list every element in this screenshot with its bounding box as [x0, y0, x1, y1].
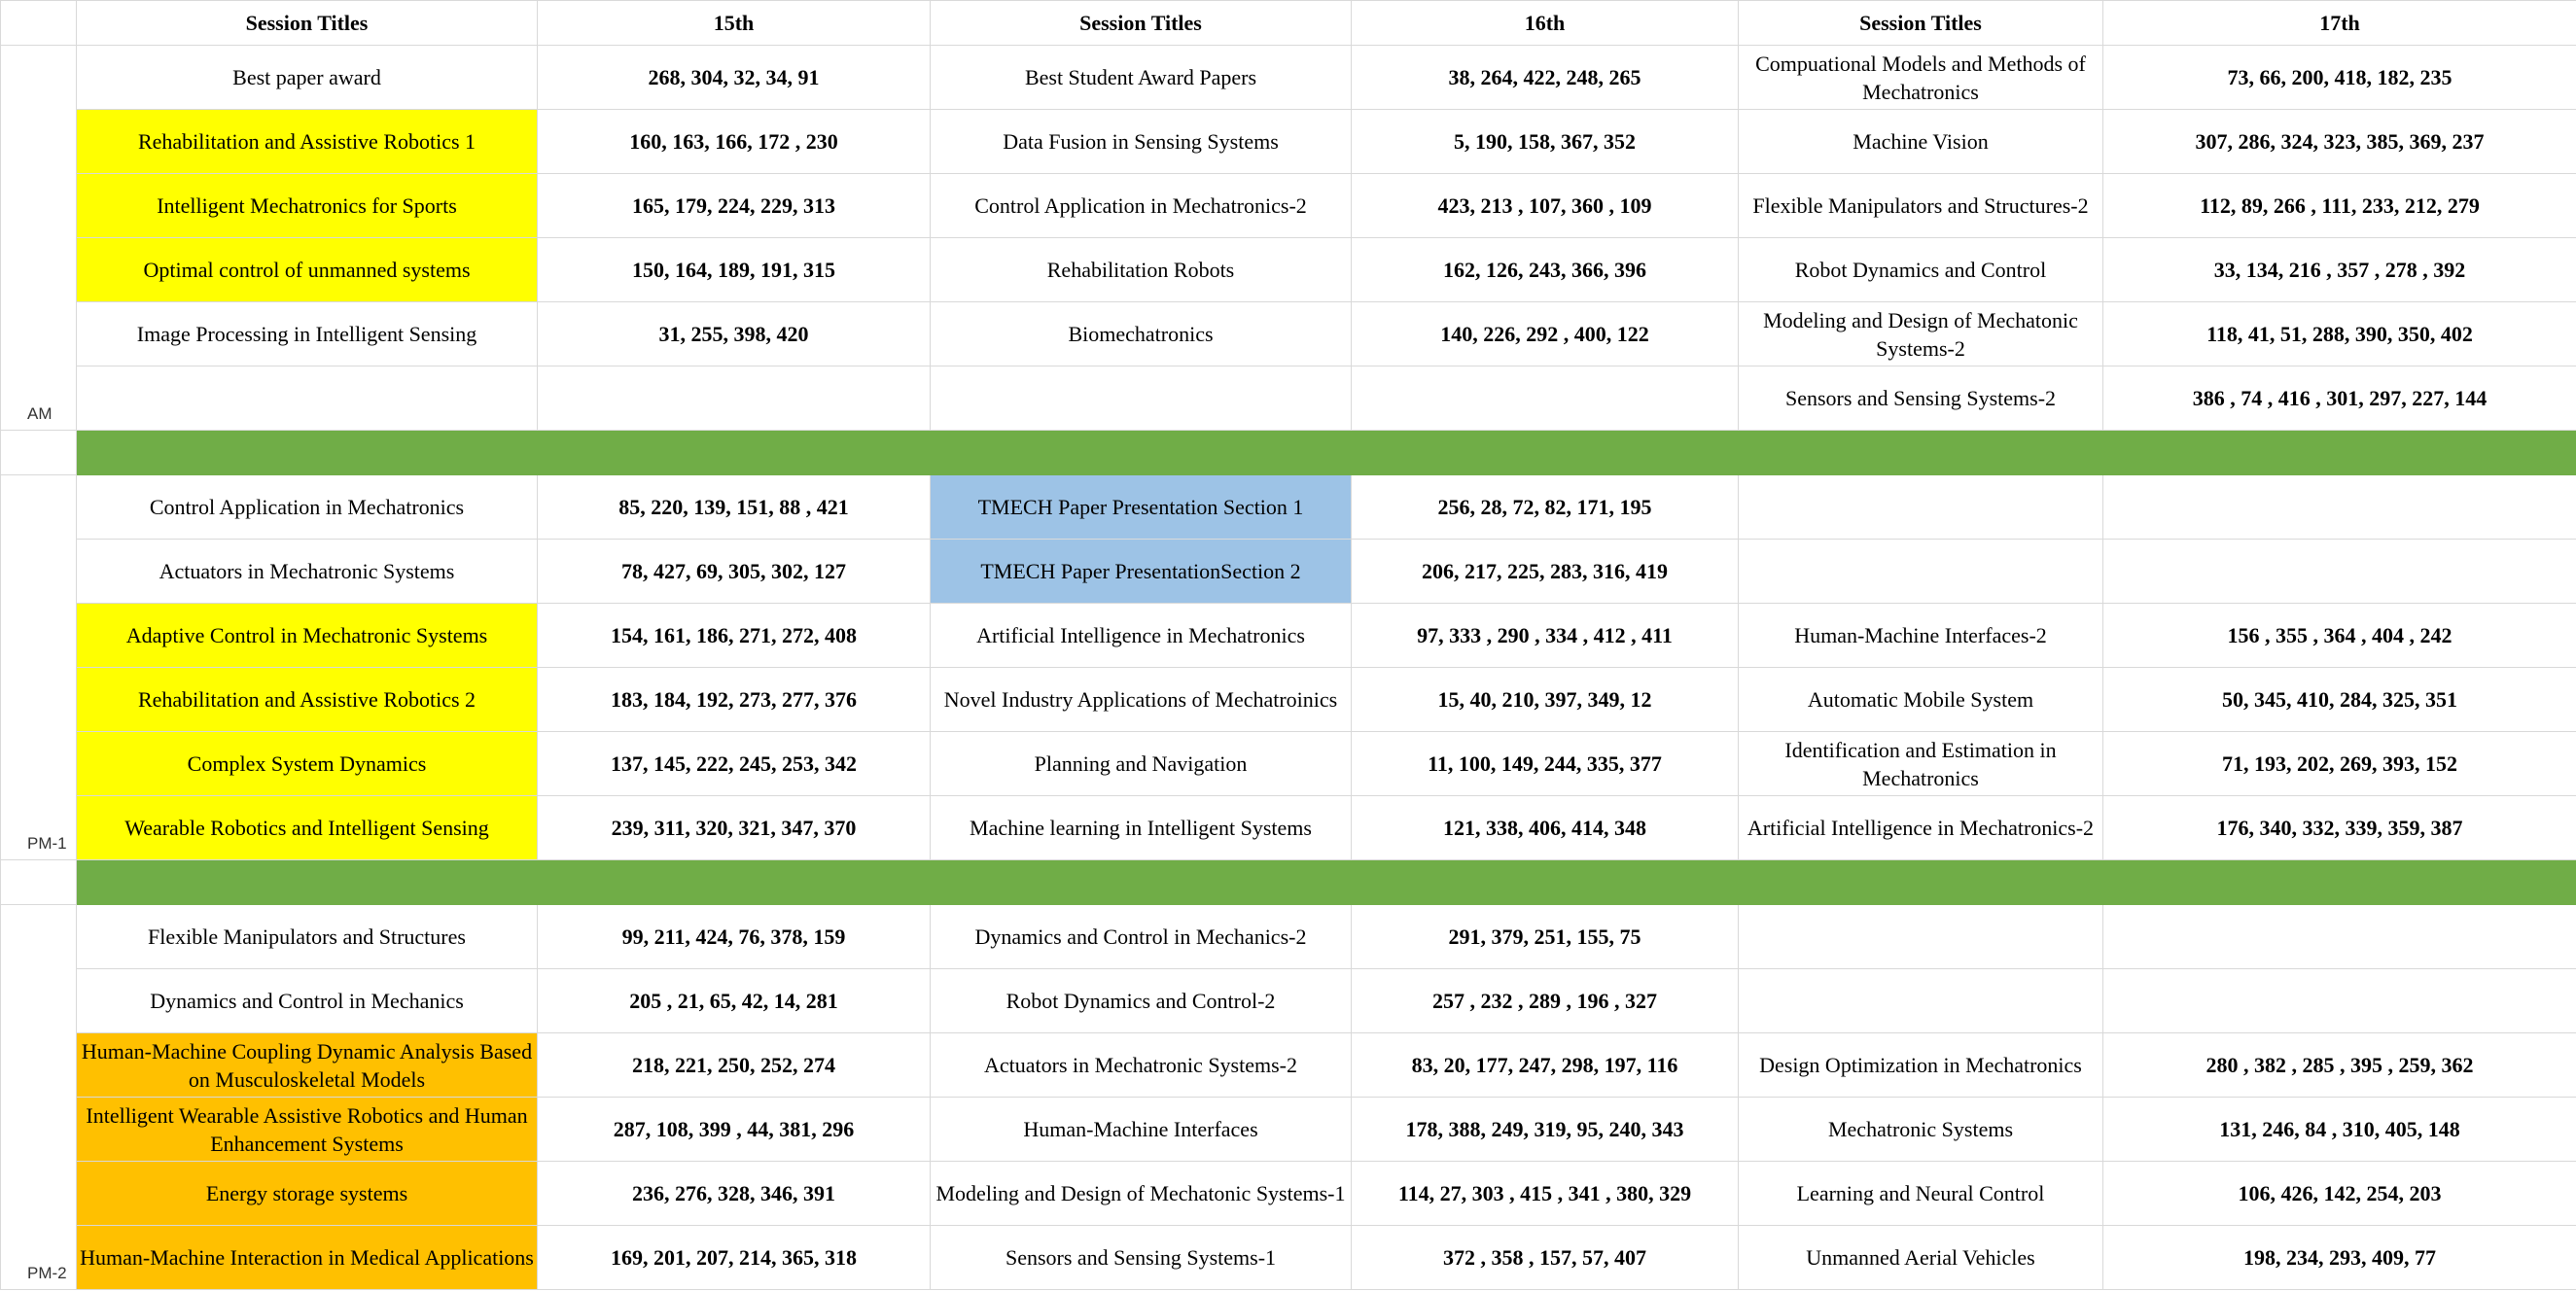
session-title-16th: Artificial Intelligence in Mechatronics: [931, 604, 1352, 668]
break-band: [77, 431, 2576, 475]
session-title-16th: Biomechatronics: [931, 302, 1352, 366]
session-title-16th: Robot Dynamics and Control-2: [931, 969, 1352, 1033]
paper-ids-17th: 112, 89, 266 , 111, 233, 212, 279: [2103, 174, 2576, 238]
paper-ids-15th: 183, 184, 192, 273, 277, 376: [538, 668, 931, 732]
paper-ids-15th: [538, 366, 931, 431]
session-title-17th: Human-Machine Interfaces-2: [1739, 604, 2103, 668]
session-title-16th: Human-Machine Interfaces: [931, 1098, 1352, 1162]
paper-ids-15th: 218, 221, 250, 252, 274: [538, 1033, 931, 1098]
header-session-titles-15: Session Titles: [77, 1, 538, 46]
session-title-15th: [77, 366, 538, 431]
paper-ids-16th: [1352, 366, 1739, 431]
session-row: [1, 1226, 2576, 1290]
paper-ids-15th: 99, 211, 424, 76, 378, 159: [538, 905, 931, 969]
session-row: [1, 969, 2576, 1033]
session-title-16th: TMECH Paper PresentationSection 2: [931, 540, 1352, 604]
session-title-15th: Rehabilitation and Assistive Robotics 1: [77, 110, 538, 174]
session-row: [1, 1162, 2576, 1226]
paper-ids-15th: 31, 255, 398, 420: [538, 302, 931, 366]
corner-cell: [1, 1, 77, 46]
session-title-16th: Dynamics and Control in Mechanics-2: [931, 905, 1352, 969]
paper-ids-17th: 386 , 74 , 416 , 301, 297, 227, 144: [2103, 366, 2576, 431]
session-row: [1, 366, 2576, 431]
paper-ids-16th: 372 , 358 , 157, 57, 407: [1352, 1226, 1739, 1290]
paper-ids-16th: 11, 100, 149, 244, 335, 377: [1352, 732, 1739, 796]
session-title-16th: Modeling and Design of Mechatonic Systems-1: [931, 1162, 1352, 1226]
paper-ids-16th: 423, 213 , 107, 360 , 109: [1352, 174, 1739, 238]
header-17th: 17th: [2103, 1, 2576, 46]
session-title-15th: Wearable Robotics and Intelligent Sensing: [77, 796, 538, 860]
paper-ids-17th: 280 , 382 , 285 , 395 , 259, 362: [2103, 1033, 2576, 1098]
paper-ids-17th: 50, 345, 410, 284, 325, 351: [2103, 668, 2576, 732]
session-title-15th: Optimal control of unmanned systems: [77, 238, 538, 302]
session-title-15th: Adaptive Control in Mechatronic Systems: [77, 604, 538, 668]
session-title-16th: Control Application in Mechatronics-2: [931, 174, 1352, 238]
period-label: AM: [1, 46, 77, 431]
green-break-row: [1, 431, 2576, 475]
paper-ids-15th: 78, 427, 69, 305, 302, 127: [538, 540, 931, 604]
session-title-17th: Artificial Intelligence in Mechatronics-2: [1739, 796, 2103, 860]
session-title-15th: Best paper award: [77, 46, 538, 110]
paper-ids-16th: 257 , 232 , 289 , 196 , 327: [1352, 969, 1739, 1033]
paper-ids-16th: 15, 40, 210, 397, 349, 12: [1352, 668, 1739, 732]
session-title-17th: [1739, 969, 2103, 1033]
paper-ids-16th: 256, 28, 72, 82, 171, 195: [1352, 475, 1739, 540]
session-row: [1, 1033, 2576, 1098]
paper-ids-15th: 154, 161, 186, 271, 272, 408: [538, 604, 931, 668]
paper-ids-17th: [2103, 475, 2576, 540]
paper-ids-16th: 38, 264, 422, 248, 265: [1352, 46, 1739, 110]
header-row: [1, 1, 2576, 46]
break-band: [77, 860, 2576, 905]
session-title-17th: Identification and Estimation in Mechatronics: [1739, 732, 2103, 796]
session-title-17th: [1739, 905, 2103, 969]
paper-ids-17th: 71, 193, 202, 269, 393, 152: [2103, 732, 2576, 796]
paper-ids-15th: 287, 108, 399 , 44, 381, 296: [538, 1098, 931, 1162]
session-title-15th: Image Processing in Intelligent Sensing: [77, 302, 538, 366]
paper-ids-17th: 118, 41, 51, 288, 390, 350, 402: [2103, 302, 2576, 366]
session-title-15th: Rehabilitation and Assistive Robotics 2: [77, 668, 538, 732]
paper-ids-17th: 106, 426, 142, 254, 203: [2103, 1162, 2576, 1226]
paper-ids-17th: 176, 340, 332, 339, 359, 387: [2103, 796, 2576, 860]
session-title-17th: Flexible Manipulators and Structures-2: [1739, 174, 2103, 238]
session-title-15th: Control Application in Mechatronics: [77, 475, 538, 540]
session-title-17th: Sensors and Sensing Systems-2: [1739, 366, 2103, 431]
paper-ids-15th: 169, 201, 207, 214, 365, 318: [538, 1226, 931, 1290]
session-title-15th: Energy storage systems: [77, 1162, 538, 1226]
paper-ids-17th: 198, 234, 293, 409, 77: [2103, 1226, 2576, 1290]
paper-ids-16th: 121, 338, 406, 414, 348: [1352, 796, 1739, 860]
session-title-16th: Best Student Award Papers: [931, 46, 1352, 110]
paper-ids-16th: 5, 190, 158, 367, 352: [1352, 110, 1739, 174]
session-row: [1, 604, 2576, 668]
session-title-17th: Automatic Mobile System: [1739, 668, 2103, 732]
session-row: [1, 540, 2576, 604]
session-row: [1, 1098, 2576, 1162]
session-row: [1, 110, 2576, 174]
paper-ids-17th: 33, 134, 216 , 357 , 278 , 392: [2103, 238, 2576, 302]
period-label: PM-2: [1, 905, 77, 1290]
header-session-titles-17: Session Titles: [1739, 1, 2103, 46]
session-title-16th: Novel Industry Applications of Mechatroinics: [931, 668, 1352, 732]
session-title-15th: Actuators in Mechatronic Systems: [77, 540, 538, 604]
session-title-17th: Modeling and Design of Mechatonic Systems-2: [1739, 302, 2103, 366]
session-title-16th: Planning and Navigation: [931, 732, 1352, 796]
paper-ids-16th: 140, 226, 292 , 400, 122: [1352, 302, 1739, 366]
paper-ids-15th: 137, 145, 222, 245, 253, 342: [538, 732, 931, 796]
session-title-17th: Machine Vision: [1739, 110, 2103, 174]
paper-ids-16th: 178, 388, 249, 319, 95, 240, 343: [1352, 1098, 1739, 1162]
session-row: [1, 475, 2576, 540]
green-break-row: [1, 860, 2576, 905]
paper-ids-17th: 156 , 355 , 364 , 404 , 242: [2103, 604, 2576, 668]
session-title-16th: Sensors and Sensing Systems-1: [931, 1226, 1352, 1290]
paper-ids-16th: 97, 333 , 290 , 334 , 412 , 411: [1352, 604, 1739, 668]
session-row: [1, 668, 2576, 732]
paper-ids-17th: [2103, 540, 2576, 604]
session-title-17th: Robot Dynamics and Control: [1739, 238, 2103, 302]
session-title-17th: Compuational Models and Methods of Mechatronics: [1739, 46, 2103, 110]
session-title-17th: Design Optimization in Mechatronics: [1739, 1033, 2103, 1098]
paper-ids-16th: 206, 217, 225, 283, 316, 419: [1352, 540, 1739, 604]
period-label: PM-1: [1, 475, 77, 860]
session-title-16th: Machine learning in Intelligent Systems: [931, 796, 1352, 860]
header-session-titles-16: Session Titles: [931, 1, 1352, 46]
session-title-17th: [1739, 540, 2103, 604]
header-15th: 15th: [538, 1, 931, 46]
paper-ids-15th: 165, 179, 224, 229, 313: [538, 174, 931, 238]
session-title-15th: Dynamics and Control in Mechanics: [77, 969, 538, 1033]
session-title-17th: Mechatronic Systems: [1739, 1098, 2103, 1162]
session-title-15th: Human-Machine Coupling Dynamic Analysis Based on Musculoskeletal Models: [77, 1033, 538, 1098]
paper-ids-15th: 239, 311, 320, 321, 347, 370: [538, 796, 931, 860]
session-title-16th: Data Fusion in Sensing Systems: [931, 110, 1352, 174]
paper-ids-15th: 268, 304, 32, 34, 91: [538, 46, 931, 110]
session-row: [1, 796, 2576, 860]
paper-ids-16th: 291, 379, 251, 155, 75: [1352, 905, 1739, 969]
session-title-17th: Unmanned Aerial Vehicles: [1739, 1226, 2103, 1290]
session-title-16th: TMECH Paper Presentation Section 1: [931, 475, 1352, 540]
session-title-16th: [931, 366, 1352, 431]
paper-ids-16th: 83, 20, 177, 247, 298, 197, 116: [1352, 1033, 1739, 1098]
session-row: [1, 174, 2576, 238]
session-row: [1, 905, 2576, 969]
paper-ids-15th: 85, 220, 139, 151, 88 , 421: [538, 475, 931, 540]
session-title-17th: [1739, 475, 2103, 540]
session-row: [1, 732, 2576, 796]
paper-ids-16th: 114, 27, 303 , 415 , 341 , 380, 329: [1352, 1162, 1739, 1226]
schedule-body: [1, 46, 2576, 1290]
session-title-15th: Intelligent Wearable Assistive Robotics and Human Enhancement Systems: [77, 1098, 538, 1162]
paper-ids-16th: 162, 126, 243, 366, 396: [1352, 238, 1739, 302]
session-row: [1, 238, 2576, 302]
session-title-16th: Actuators in Mechatronic Systems-2: [931, 1033, 1352, 1098]
session-title-15th: Flexible Manipulators and Structures: [77, 905, 538, 969]
break-gutter: [1, 431, 77, 475]
session-title-15th: Intelligent Mechatronics for Sports: [77, 174, 538, 238]
session-row: [1, 302, 2576, 366]
paper-ids-15th: 205 , 21, 65, 42, 14, 281: [538, 969, 931, 1033]
paper-ids-17th: [2103, 969, 2576, 1033]
session-title-15th: Human-Machine Interaction in Medical Applications: [77, 1226, 538, 1290]
paper-ids-17th: 131, 246, 84 , 310, 405, 148: [2103, 1098, 2576, 1162]
paper-ids-15th: 150, 164, 189, 191, 315: [538, 238, 931, 302]
paper-ids-17th: 307, 286, 324, 323, 385, 369, 237: [2103, 110, 2576, 174]
paper-ids-15th: 236, 276, 328, 346, 391: [538, 1162, 931, 1226]
paper-ids-17th: [2103, 905, 2576, 969]
paper-ids-17th: 73, 66, 200, 418, 182, 235: [2103, 46, 2576, 110]
header-16th: 16th: [1352, 1, 1739, 46]
break-gutter: [1, 860, 77, 905]
session-row: [1, 46, 2576, 110]
session-title-16th: Rehabilitation Robots: [931, 238, 1352, 302]
session-title-15th: Complex System Dynamics: [77, 732, 538, 796]
paper-ids-15th: 160, 163, 166, 172 , 230: [538, 110, 931, 174]
session-title-17th: Learning and Neural Control: [1739, 1162, 2103, 1226]
